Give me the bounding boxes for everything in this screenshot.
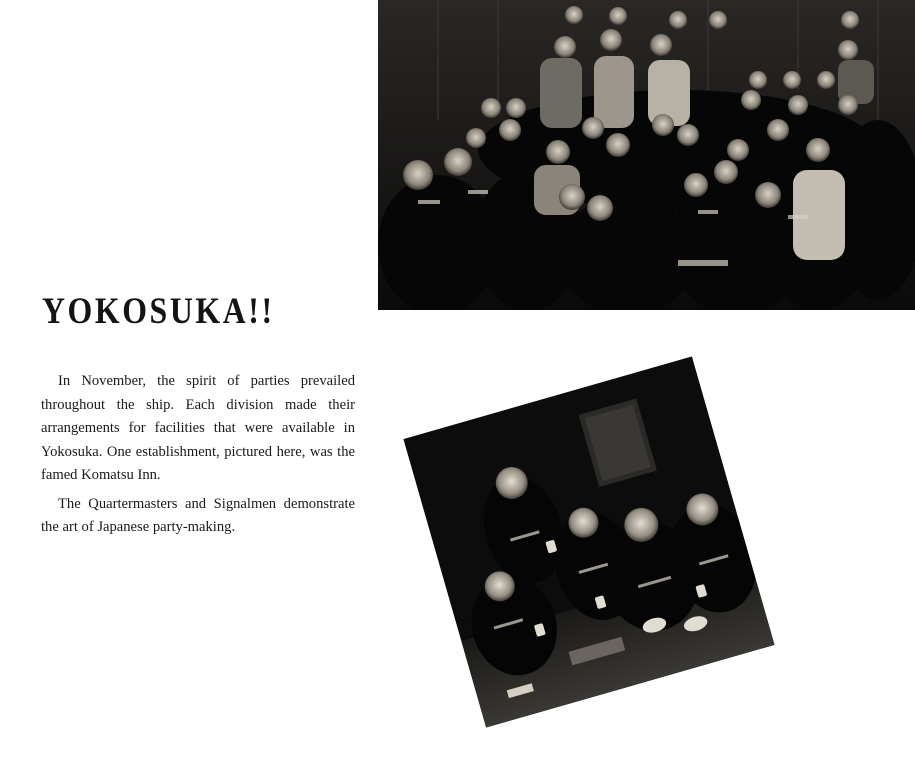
paragraph-intro: In November, the spirit of parties prevailed throughout the ship. Each division made their arrangements for facilities that were available in Yokosuka. One establishment, pictured here, was the famed Komatsu Inn. <box>41 373 355 483</box>
quartermasters-party-photo <box>403 356 774 727</box>
group-party-photo <box>378 0 915 310</box>
tilted-photo-frame <box>377 330 802 755</box>
body-text <box>41 370 355 545</box>
group-party-illustration <box>378 0 915 310</box>
page-headline: YOKOSUKA!! <box>42 291 275 332</box>
paragraph-caption: The Quartermasters and Signalmen demonstrate the art of Japanese party-making. <box>41 495 355 535</box>
quartermasters-illustration <box>403 356 774 727</box>
